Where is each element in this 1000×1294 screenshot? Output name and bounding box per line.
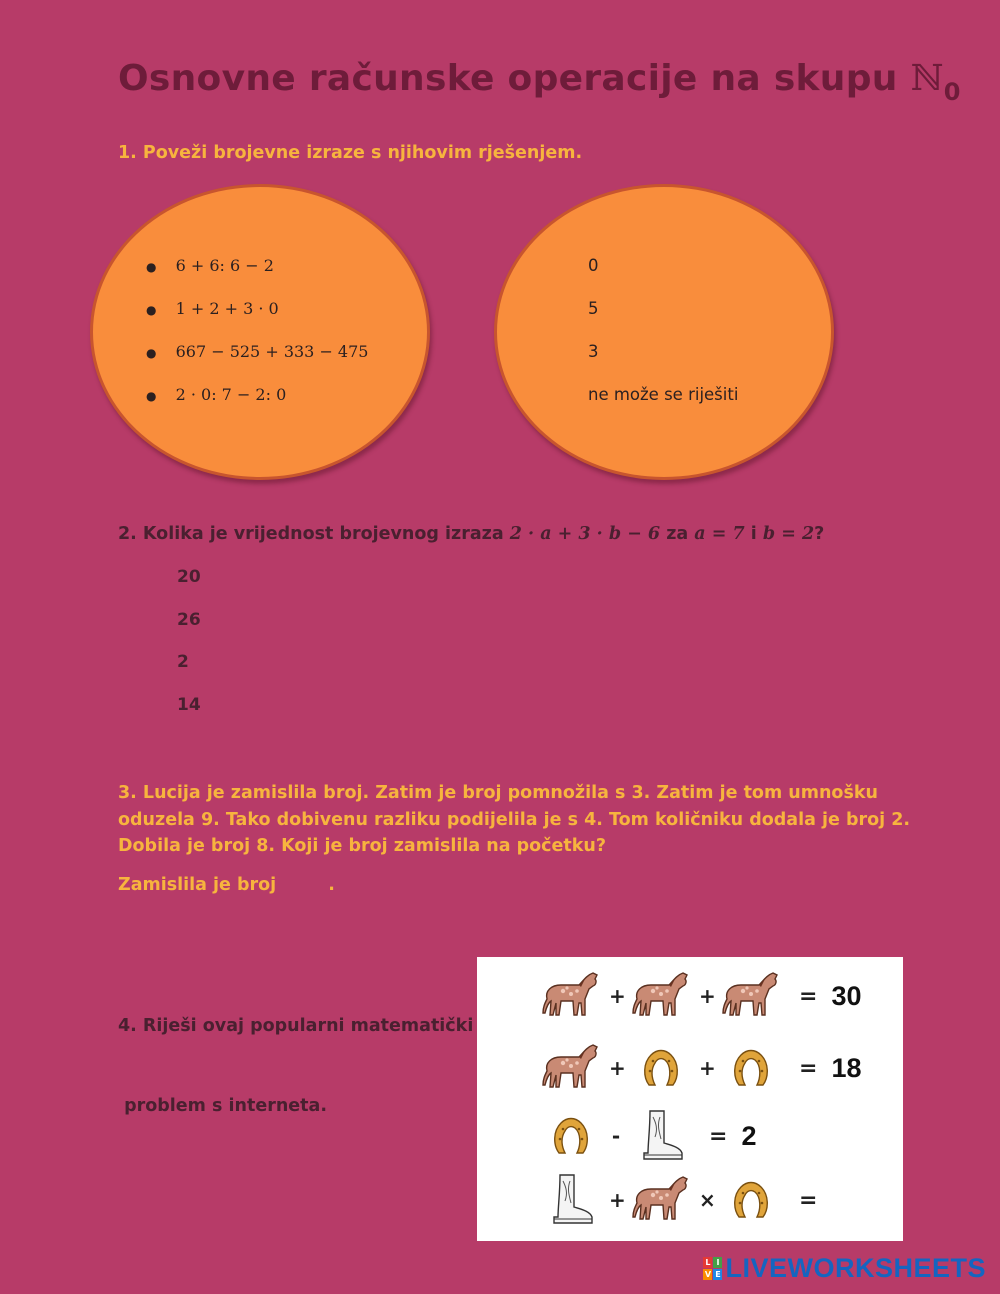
puzzle-equals: = bbox=[709, 1123, 728, 1149]
q2-prompt bbox=[118, 524, 824, 544]
puzzle-row bbox=[537, 969, 861, 1023]
horse-icon bbox=[631, 969, 691, 1023]
expressions-ellipse bbox=[90, 184, 430, 480]
answer-item[interactable]: 5 bbox=[588, 299, 599, 318]
puzzle-equals: = bbox=[799, 1055, 818, 1081]
set-subscript: 0 bbox=[943, 78, 961, 106]
q3-line: Dobila je broj 8. Koji je broj zamislila na početku? bbox=[118, 836, 607, 856]
puzzle-value: 18 bbox=[831, 1052, 862, 1083]
q2-text: 2. Kolika je vrijednost brojevnog izraza bbox=[118, 524, 510, 544]
puzzle-operator: + bbox=[699, 984, 716, 1008]
horseshoe-icon bbox=[541, 1109, 601, 1163]
q2-option[interactable]: 20 bbox=[177, 567, 201, 587]
bullet-icon: ● bbox=[146, 346, 157, 360]
page-title bbox=[118, 58, 961, 106]
boots-icon bbox=[631, 1109, 691, 1163]
horse-icon bbox=[541, 969, 601, 1023]
q3-answer-prefix: Zamislila je broj bbox=[118, 875, 277, 895]
horseshoe-icon bbox=[721, 1041, 781, 1095]
expression-text: 1 + 2 + 3 · 0 bbox=[175, 299, 279, 318]
horseshoe-icon bbox=[721, 1173, 781, 1227]
expression-item[interactable] bbox=[146, 256, 274, 275]
logo-badge-letter: I bbox=[713, 1257, 722, 1268]
horse-icon bbox=[721, 969, 781, 1023]
q2-option[interactable]: 26 bbox=[177, 610, 201, 630]
q2-expression: 2 · a + 3 · b − 6 bbox=[509, 524, 661, 544]
puzzle-operator: - bbox=[611, 1124, 621, 1148]
q3-line: 3. Lucija je zamislila broj. Zatim je broj pomnožila s 3. Zatim je tom umnošku bbox=[118, 783, 878, 803]
logo-badge-letter: V bbox=[704, 1270, 712, 1279]
expression-text: 2 · 0: 7 − 2: 0 bbox=[175, 385, 287, 404]
answer-item[interactable]: 3 bbox=[588, 342, 599, 361]
puzzle-image bbox=[477, 957, 903, 1241]
title-text: Osnovne računske operacije na skupu bbox=[118, 58, 911, 99]
horseshoe-icon bbox=[631, 1041, 691, 1095]
q3-answer-suffix: . bbox=[328, 875, 335, 895]
expression-text: 6 + 6: 6 − 2 bbox=[175, 256, 274, 275]
answer-item[interactable]: 0 bbox=[588, 256, 599, 275]
expression-item[interactable] bbox=[146, 385, 286, 404]
q4-line: 4. Riješi ovaj popularni matematički bbox=[118, 1016, 474, 1036]
expression-item[interactable] bbox=[146, 342, 368, 361]
q4-line: problem s interneta. bbox=[118, 1095, 327, 1116]
horse-icon bbox=[541, 1041, 601, 1095]
q3-line: oduzela 9. Tako dobivenu razliku podijelila je s 4. Tom količniku dodala je broj 2. bbox=[118, 809, 911, 830]
puzzle-equals: = bbox=[799, 983, 818, 1009]
puzzle-row bbox=[537, 1109, 756, 1163]
puzzle-operator: + bbox=[609, 984, 626, 1008]
logo-badge-letter: E bbox=[715, 1270, 721, 1279]
q3-prompt bbox=[118, 780, 910, 860]
q2-text: i bbox=[744, 524, 763, 544]
expression-text: 667 − 525 + 333 − 475 bbox=[175, 342, 369, 361]
horse-icon bbox=[631, 1173, 691, 1227]
bullet-icon: ● bbox=[146, 389, 157, 403]
q2-option[interactable]: 14 bbox=[177, 695, 201, 715]
puzzle-value: 2 bbox=[741, 1120, 757, 1151]
logo-badge-letter: L bbox=[705, 1258, 711, 1267]
puzzle-row bbox=[537, 1041, 861, 1095]
q2-option[interactable]: 2 bbox=[177, 652, 189, 672]
puzzle-operator: × bbox=[699, 1188, 716, 1212]
q2-cond-a: a = 7 bbox=[694, 524, 745, 544]
q3-answer-line bbox=[118, 875, 335, 895]
answer-item[interactable]: ne može se riješiti bbox=[588, 385, 739, 404]
q2-cond-b: b = 2 bbox=[762, 524, 815, 544]
bullet-icon: ● bbox=[146, 303, 157, 317]
set-symbol: ℕ bbox=[910, 58, 944, 99]
puzzle-row bbox=[537, 1173, 831, 1227]
bullet-icon: ● bbox=[146, 260, 157, 274]
puzzle-operator: + bbox=[609, 1188, 626, 1212]
puzzle-operator: + bbox=[699, 1056, 716, 1080]
boot-icon bbox=[541, 1173, 601, 1227]
q2-text: za bbox=[660, 524, 695, 544]
answers-ellipse bbox=[494, 184, 834, 480]
liveworksheets-logo bbox=[703, 1253, 986, 1284]
expression-item[interactable] bbox=[146, 299, 279, 318]
q1-prompt: 1. Poveži brojevne izraze s njihovim rješenjem. bbox=[118, 143, 583, 163]
q2-text: ? bbox=[814, 524, 825, 544]
logo-text: LIVEWORKSHEETS bbox=[725, 1253, 986, 1283]
puzzle-operator: + bbox=[609, 1056, 626, 1080]
puzzle-equals: = bbox=[799, 1187, 818, 1213]
q4-prompt bbox=[118, 960, 473, 1146]
puzzle-value: 30 bbox=[831, 980, 862, 1011]
logo-badge-icon bbox=[703, 1257, 722, 1280]
